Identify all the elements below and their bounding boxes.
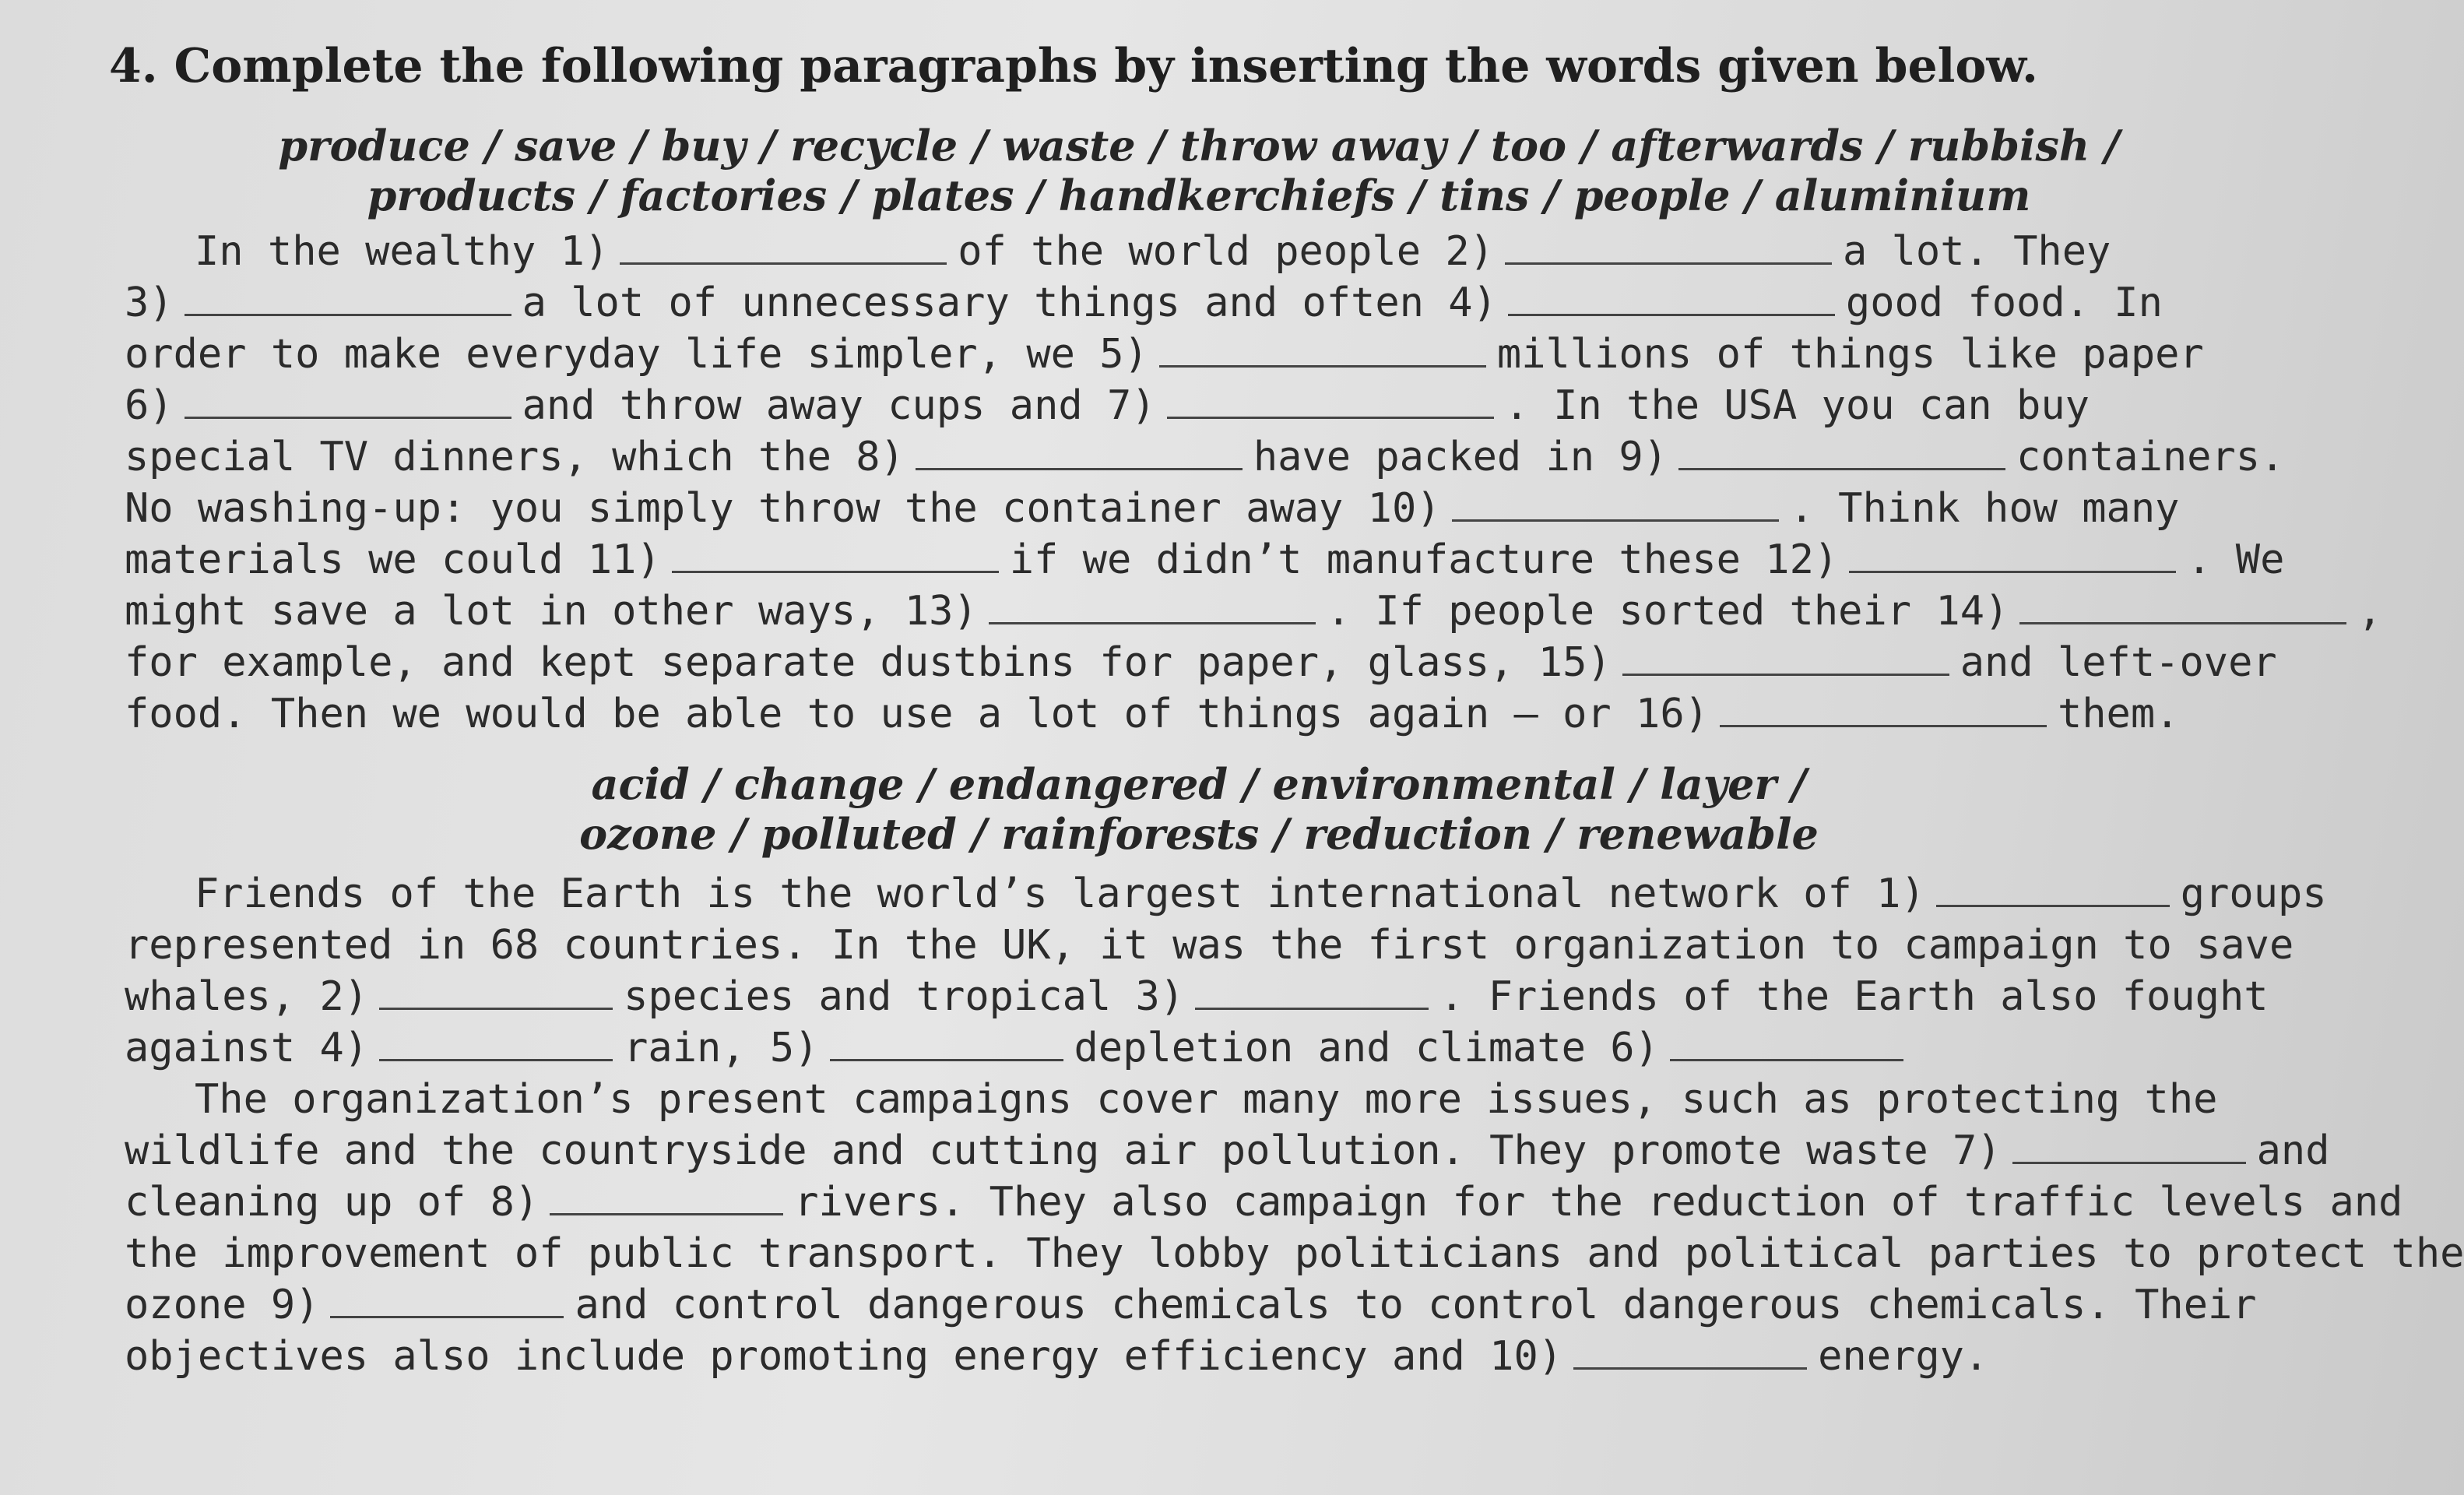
word-box-1-line-2: products / factories / plates / handkerchiefs / tins / people / aluminium	[367, 171, 2031, 220]
paragraph-2-line	[125, 971, 2273, 1022]
blank-2-10[interactable]	[1573, 1331, 1807, 1370]
text: . Think how many	[1789, 485, 2180, 532]
textbook-page	[109, 16, 2464, 1479]
word-box-1	[109, 121, 2289, 220]
blank-2-1[interactable]	[1936, 869, 2170, 907]
text: ,	[2357, 588, 2382, 635]
text: and	[2256, 1127, 2330, 1174]
text: have packed in 9)	[1253, 434, 1668, 480]
paragraph-1-line	[125, 637, 2277, 688]
word-box-1-line-1: produce / save / buy / recycle / waste / throw away / too / afterwards / rubbish /	[278, 121, 2120, 171]
text: against 4)	[125, 1025, 369, 1071]
text: Friends of the Earth is the world’s largest international network of 1)	[195, 871, 1925, 917]
blank-4[interactable]	[1508, 278, 1835, 316]
paragraph-1-line	[125, 431, 2285, 483]
text: materials we could 11)	[125, 536, 661, 583]
blank-1[interactable]	[620, 227, 947, 265]
text: . In the USA you can buy	[1504, 382, 2090, 429]
blank-2-9[interactable]	[330, 1280, 564, 1318]
text: wildlife and the countryside and cutting air pollution. They promote waste 7)	[125, 1127, 2002, 1174]
word-box-2-line-2: ozone / polluted / rainforests / reduction / renewable	[579, 809, 1819, 859]
paragraph-2-line	[125, 1331, 2273, 1382]
text: 6)	[125, 382, 174, 429]
blank-11[interactable]	[672, 535, 999, 573]
text: special TV dinners, which the 8)	[125, 434, 905, 480]
text: might save a lot in other ways, 13)	[125, 588, 978, 635]
text: rivers. They also campaign for the reduction of traffic levels and	[794, 1179, 2403, 1226]
text: millions of things like paper	[1496, 331, 2204, 378]
blank-2-3[interactable]	[1195, 972, 1429, 1010]
text: food. Then we would be able to use a lot of things again – or 16)	[125, 691, 1709, 737]
blank-2-4[interactable]	[379, 1023, 613, 1061]
paragraph-1-line	[125, 277, 2273, 329]
text: them.	[2057, 691, 2180, 737]
text: whales, 2)	[125, 973, 369, 1020]
blank-10[interactable]	[1452, 484, 1779, 522]
text: In the wealthy 1)	[195, 228, 610, 275]
blank-2-7[interactable]	[2012, 1126, 2246, 1164]
blank-2-2[interactable]	[379, 972, 613, 1010]
text: No washing-up: you simply throw the container away 10)	[125, 485, 1441, 532]
text: and left-over	[1960, 639, 2277, 686]
paragraph-1	[125, 226, 2382, 740]
text: . Friends of the Earth also fought	[1439, 973, 2269, 1020]
text: for example, and kept separate dustbins for paper, glass, 15)	[125, 639, 1612, 686]
paragraph-2-line	[125, 1022, 2273, 1074]
paragraph-1-line	[125, 688, 2273, 740]
text: rain, 5)	[624, 1025, 819, 1071]
blank-2[interactable]	[1505, 227, 1832, 265]
text: cleaning up of 8)	[125, 1179, 540, 1226]
paragraph-2-line	[125, 1125, 2330, 1177]
blank-8[interactable]	[916, 432, 1243, 470]
text: groups	[2180, 871, 2327, 917]
paragraph-2-line	[125, 1177, 2403, 1228]
word-box-2-line-1: acid / change / endangered / environmental / layer /	[591, 759, 1807, 809]
blank-2-6[interactable]	[1670, 1023, 1903, 1061]
text: The organization’s present campaigns cover many more issues, such as protecting the	[195, 1076, 2218, 1123]
paragraph-1-line	[125, 226, 2273, 277]
text: a lot. They	[1842, 228, 2111, 275]
text: represented in 68 countries. In the UK, it was the first organization to campaign to save	[125, 922, 2294, 969]
blank-5[interactable]	[1159, 329, 1486, 368]
paragraph-1-line	[125, 329, 2273, 380]
text: ozone 9)	[125, 1282, 320, 1328]
paragraph-1-line	[125, 380, 2273, 431]
text: depletion and climate 6)	[1074, 1025, 1659, 1071]
blank-12[interactable]	[1849, 535, 2176, 573]
text: species and tropical 3)	[624, 973, 1185, 1020]
paragraph-2-line	[125, 868, 2327, 920]
text: and throw away cups and 7)	[522, 382, 1156, 429]
text: containers.	[2016, 434, 2285, 480]
exercise-title: 4. Complete the following paragraphs by inserting the words given below.	[109, 39, 2038, 93]
blank-7[interactable]	[1167, 381, 1494, 419]
blank-14[interactable]	[2019, 586, 2346, 624]
text: of the world people 2)	[958, 228, 1494, 275]
text: order to make everyday life simpler, we 5)	[125, 331, 1148, 378]
text: and control dangerous chemicals to control dangerous chemicals. Their	[575, 1282, 2257, 1328]
text: 3)	[125, 280, 174, 326]
text: if we didn’t manufacture these 12)	[1009, 536, 1839, 583]
blank-2-8[interactable]	[550, 1177, 783, 1215]
blank-15[interactable]	[1622, 638, 1949, 676]
paragraph-2-line	[125, 1228, 2464, 1279]
text: . We	[2187, 536, 2285, 583]
blank-16[interactable]	[1720, 689, 2047, 727]
blank-3[interactable]	[185, 278, 511, 316]
text: good food. In	[1845, 280, 2163, 326]
paragraph-2-line	[125, 1074, 2273, 1125]
text: . If people sorted their 14)	[1326, 588, 2009, 635]
text: objectives also include promoting energy efficiency and 10)	[125, 1333, 1563, 1380]
text: a lot of unnecessary things and often 4)	[522, 280, 1497, 326]
paragraph-1-line	[125, 483, 2273, 534]
blank-13[interactable]	[989, 586, 1316, 624]
text: the improvement of public transport. They lobby politicians and political parties to protect the	[125, 1230, 2464, 1277]
paragraph-1-line	[125, 586, 2382, 637]
word-box-2	[109, 759, 2289, 859]
blank-2-5[interactable]	[830, 1023, 1063, 1061]
blank-9[interactable]	[1678, 432, 2005, 470]
paragraph-1-line	[125, 534, 2285, 586]
text: energy.	[1818, 1333, 1989, 1380]
blank-6[interactable]	[185, 381, 511, 419]
paragraph-2-line	[125, 920, 2294, 971]
paragraph-2-line	[125, 1279, 2273, 1331]
paragraph-2	[125, 868, 2464, 1382]
